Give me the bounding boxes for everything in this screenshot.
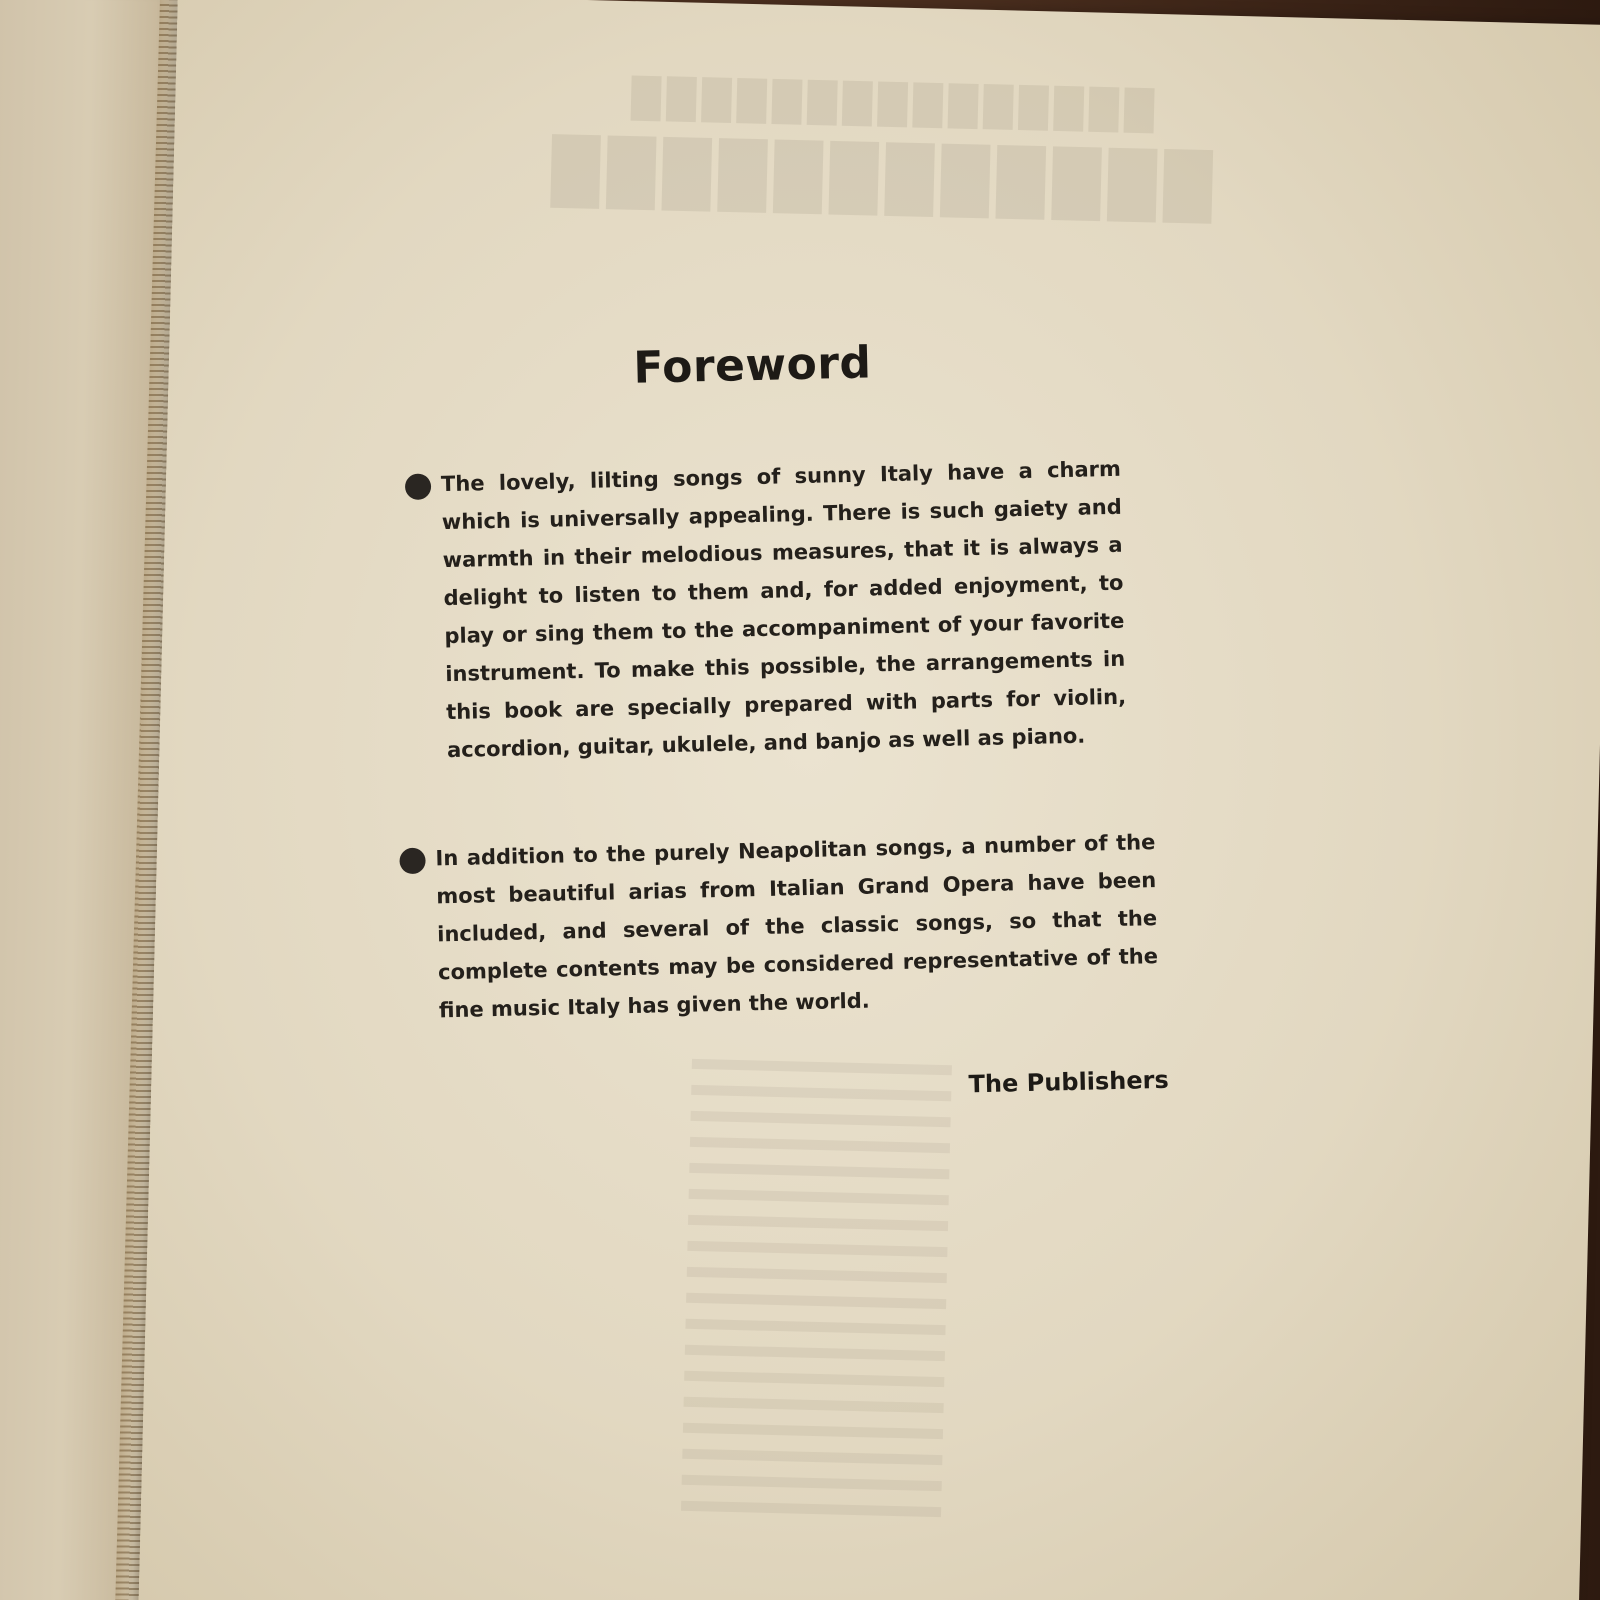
show-through-text: ███████████████ — [624, 75, 1155, 133]
signature: The Publishers — [968, 1065, 1170, 1099]
foreword-paragraph-1: The lovely, lilting songs of sunny Italy have a charm which is universally appealing. There is such gaiety and warmth in their melodious measures, that it is always a delight to listen to them and, for added enjoyment, to play or sing them to the accompaniment of your favorite instrument. To make this possible, the arrangements in this book are specially prepared with parts for violin, accordion, guitar, ukulele, and banjo as well as piano. — [440, 456, 1127, 763]
bullet-icon — [399, 848, 426, 875]
bullet-icon — [405, 473, 432, 500]
page-title: Foreword — [632, 337, 873, 394]
show-through-text: ████████████ — [542, 133, 1213, 224]
foreword-paragraph-2: In addition to the purely Neapolitan songs, a number of the most beautiful arias from Italian Grand Opera have been included, and several of the classic songs, so that the complete contents may be considered representative of the fine music Italy has given the world. — [435, 830, 1159, 1023]
